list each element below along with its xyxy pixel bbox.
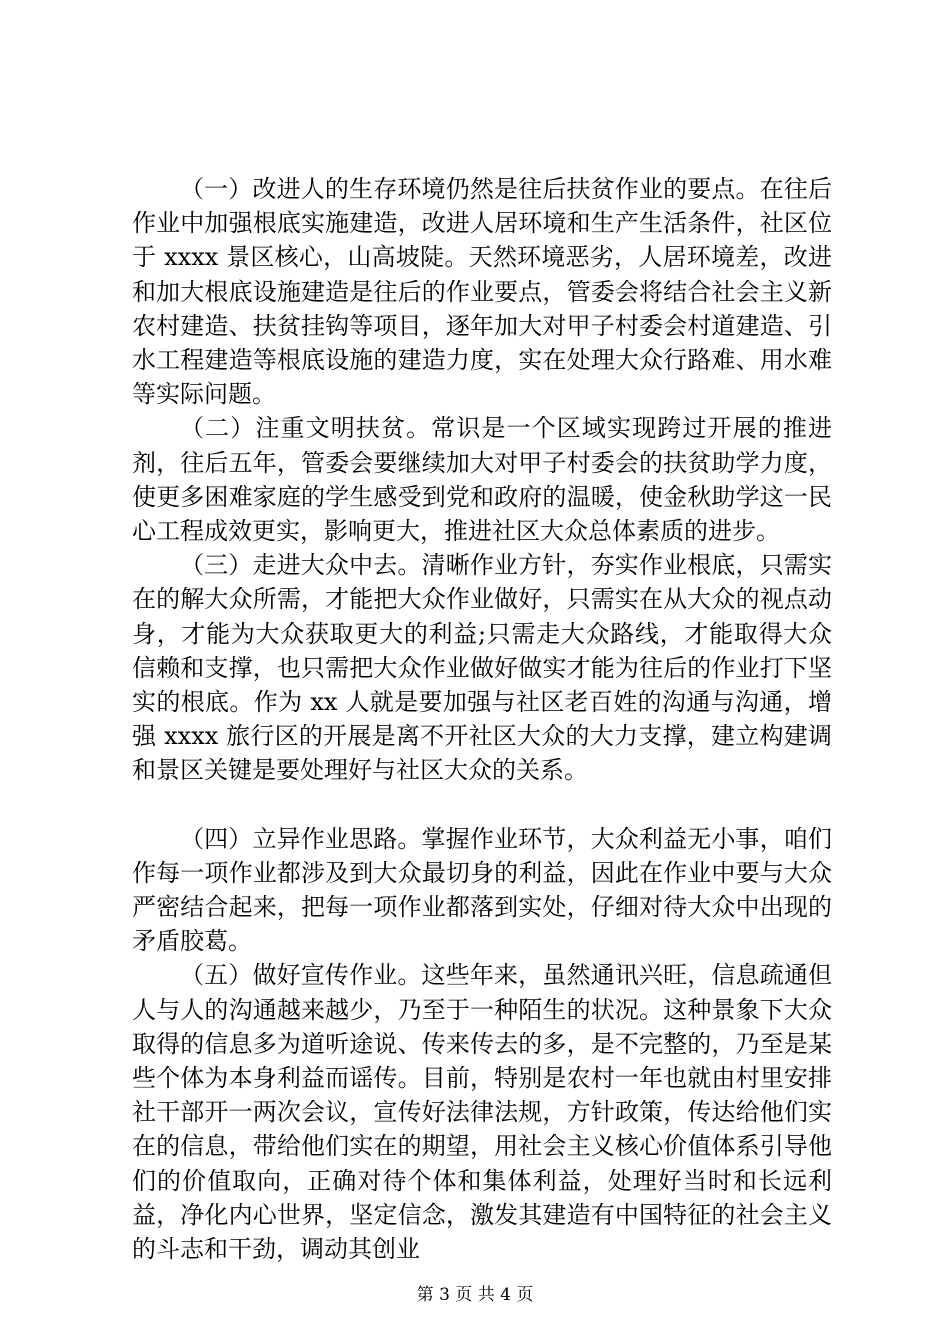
paragraph-1: （一）改进人的生存环境仍然是往后扶贫作业的要点。在往后作业中加强根底实施建造，改进人居环境和生产生活条件，社区位于 xxxx 景区核心，山高坡陡。天然环境恶劣，人居环境差，改进和加大根底设施建造是往后的作业要点，管委会将结合社会主义新农村建造、扶贫挂钩等项目，逐年加大对甲子村委会村道建造、引水工程建造等根底设施的建造力度，实在处理大众行路难、用水难等实际问题。 bbox=[132, 175, 832, 409]
paragraph-2: （二）注重文明扶贫。常识是一个区域实现跨过开展的推进剂，往后五年，管委会要继续加大对甲子村委会的扶贫助学力度，使更多困难家庭的学生感受到党和政府的温暖，使金秋助学这一民心工程成效更实，影响更大，推进社区大众总体素质的进步。 bbox=[132, 414, 832, 546]
paragraph-5: （五）做好宣传作业。这些年来，虽然通讯兴旺，信息疏通但人与人的沟通越来越少，乃至于一种陌生的状况。这种景象下大众取得的信息多为道听途说、传来传去的多，是不完整的，乃至是某些个体为本身利益而谣传。目前，特别是农村一年也就由村里安排社干部开一两次会议，宣传好法律法规，方针政策，传达给他们实在的信息，带给他们实在的期望，用社会主义核心价值体系引导他们的价值取向，正确对待个体和集体利益，处理好当时和长远利益，净化内心世界，坚定信念，激发其建造有中国特征的社会主义的斗志和干劲，调动其创业 bbox=[132, 961, 832, 1264]
document-body bbox=[132, 172, 832, 1266]
page-footer: 第 3 页 共 4 页 bbox=[416, 1285, 534, 1305]
paragraph-3: （三）走进大众中去。清晰作业方针，夯实作业根底，只需实在的解大众所需，才能把大众作业做好，只需实在从大众的视点动身，才能为大众获取更大的利益;只需走大众路线，才能取得大众信赖和支撑，也只需把大众作业做好做实才能为往后的作业打下坚实的根底。作为 xx 人就是要加强与社区老百姓的沟通与沟通，增强 xxxx 旅行区的开展是离不开社区大众的大力支撑，建立构建调和景区关键是要处理好与社区大众的关系。 bbox=[132, 551, 832, 785]
paragraph-4: （四）立异作业思路。掌握作业环节，大众利益无小事，咱们作每一项作业都涉及到大众最切身的利益，因此在作业中要与大众严密结合起来，把每一项作业都落到实处，仔细对待大众中出现的矛盾胶葛。 bbox=[132, 824, 832, 956]
